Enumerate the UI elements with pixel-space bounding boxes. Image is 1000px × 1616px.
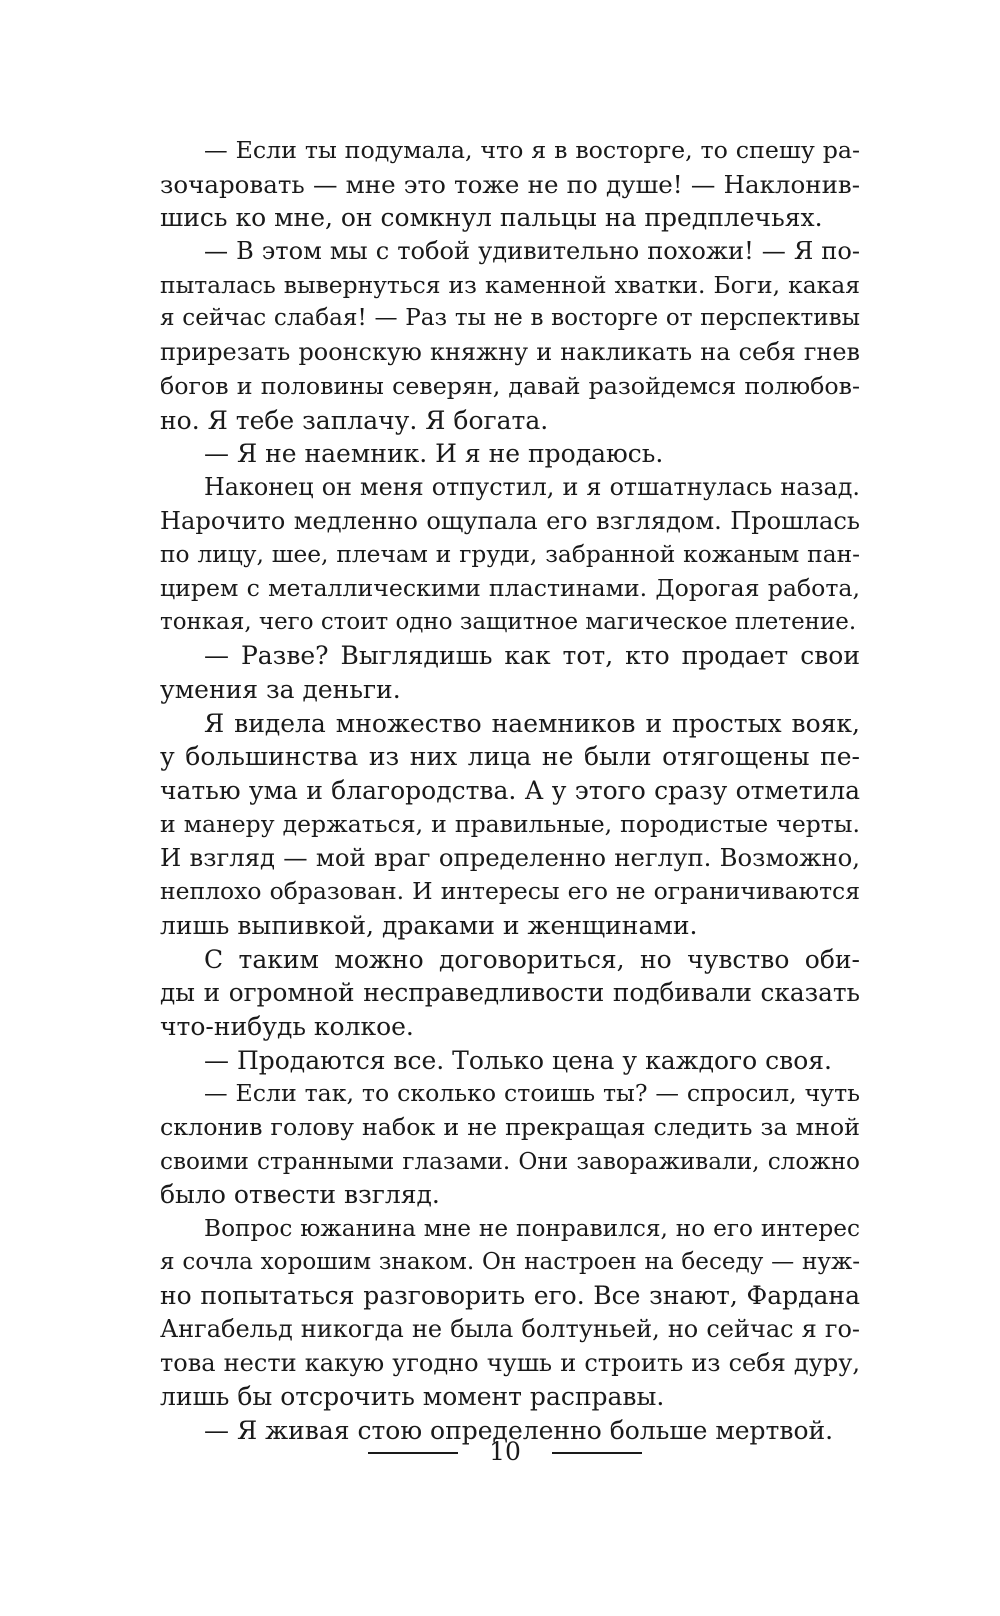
text-line: чатью ума и благородства. А у этого сразу отметила (160, 776, 860, 806)
text-line: но попытаться разговорить его. Все знают, Фардана (160, 1281, 860, 1311)
text-line: зочаровать — мне это тоже не по душе! — Наклонив- (160, 169, 860, 199)
body-text (160, 134, 860, 1448)
page-number: 10 (489, 1437, 521, 1466)
text-line: шись ко мне, он сомкнул пальцы на предплечьях. (160, 203, 823, 233)
text-line: ды и огромной несправедливости подбивали сказать (160, 978, 860, 1008)
text-line: това нести какую угодно чушь и строить из себя дуру, (160, 1348, 860, 1377)
text-line: и манеру держаться, и правильные, породистые черты. (160, 809, 860, 838)
text-line: — Продаются все. Только цена у каждого своя. (204, 1045, 832, 1075)
text-line: — Я не наемник. И я не продаюсь. (204, 439, 664, 469)
text-line: было отвести взгляд. (160, 1180, 440, 1210)
text-line: — В этом мы с тобой удивительно похожи! — Я по- (204, 237, 860, 266)
text-line: своими странными глазами. Они завораживали, сложно (160, 1147, 860, 1175)
text-line: Ангабельд никогда не была болтуньей, но сейчас я го- (160, 1315, 860, 1344)
text-line: — Я живая стою определенно больше мертвой. (204, 1416, 834, 1446)
text-line: умения за деньги. (160, 675, 401, 704)
text-line: у большинства из них лица не были отягощены пе- (160, 742, 860, 772)
text-line: пыталась вывернуться из каменной хватки. Боги, какая (160, 270, 860, 299)
text-line: цирем с металлическими пластинами. Дорогая работа, (160, 573, 860, 602)
text-line: — Если ты подумала, что я в восторге, то спешу ра- (204, 136, 860, 164)
text-line: неплохо образован. И интересы его не ограничиваются (160, 877, 860, 906)
text-line: я сейчас слабая! — Раз ты не в восторге от перспективы (160, 305, 860, 332)
page-footer (0, 1434, 1000, 1474)
text-line: прирезать роонскую княжну и накликать на себя гнев (160, 338, 860, 367)
text-line: я сочла хорошим знаком. Он настроен на беседу — нуж- (160, 1248, 860, 1275)
text-line: И взгляд — мой враг определенно неглуп. Возможно, (160, 843, 860, 873)
footer-rule-left (368, 1452, 458, 1454)
text-line: Наконец он меня отпустил, и я отшатнулась назад. (204, 472, 860, 501)
text-line: лишь бы отсрочить момент расправы. (160, 1382, 665, 1412)
text-line: Я видела множество наемников и простых вояк, (204, 708, 860, 738)
text-line: Нарочито медленно ощупала его взглядом. Прошлась (160, 506, 860, 535)
footer-rule-right (552, 1452, 642, 1454)
text-line: — Разве? Выглядишь как тот, кто продает свои (204, 641, 860, 671)
text-line: — Если так, то сколько стоишь ты? — спросил, чуть (204, 1079, 860, 1108)
text-line: склонив голову набок и не прекращая следить за мной (160, 1112, 860, 1141)
text-line: лишь выпивкой, драками и женщинами. (160, 910, 698, 940)
text-line: по лицу, шее, плечам и груди, забранной кожаным пан- (160, 541, 860, 569)
text-line: С таким можно договориться, но чувство оби- (204, 944, 860, 974)
text-line: но. Я тебе заплачу. Я богата. (160, 405, 549, 435)
text-line: Вопрос южанина мне не понравился, но его интерес (204, 1215, 860, 1242)
text-line: богов и половины северян, давай разойдемся полюбов- (160, 371, 860, 400)
text-line: тонкая, чего стоит одно защитное магическое плетение. (160, 608, 857, 635)
text-line: что-нибудь колкое. (160, 1011, 414, 1041)
